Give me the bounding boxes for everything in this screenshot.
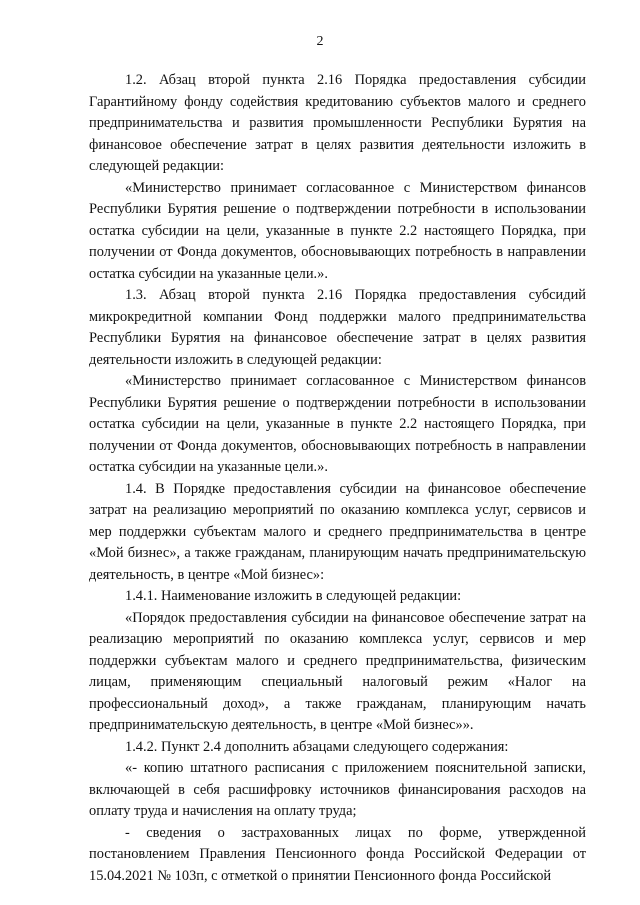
paragraph-1-4-1-quote: «Порядок предоставления субсидии на финансовое обеспечение затрат на реализацию мероприятий по оказанию комплекса услуг, сервисов и мер поддержки субъектам малого и среднего предпринимательства, физическим лицам, применяющим специальный налоговый режим «Налог на профессиональный доход», а также гражданам, планирующим начать предпринимательскую деятельность, в центре «Мой бизнес»». (89, 609, 586, 733)
document-body (89, 70, 586, 887)
paragraph-1-3: 1.3. Абзац второй пункта 2.16 Порядка предоставления субсидий микрокредитной компании Фонд поддержки малого предпринимательства Республики Бурятия на финансовое обеспечение затрат в целях развития деятельности изложить в следующей редакции: (89, 287, 586, 368)
page-number: 2 (316, 34, 324, 49)
paragraph-1-2: 1.2. Абзац второй пункта 2.16 Порядка предоставления субсидии Гарантийному фонду содействия кредитованию субъектов малого и среднего предпринимательства и развития промышленности Республики Бурятия на финансовое обеспечение затрат в целях развития деятельности изложить в следующей редакции: (89, 72, 586, 174)
paragraph-1-4-2-item-1: «- копию штатного расписания с приложением пояснительной записки, включающей в себя расшифровку источников финансирования расходов на оплату труда и начисления на оплату труда; (89, 760, 586, 819)
paragraph-1-4: 1.4. В Порядке предоставления субсидии на финансовое обеспечение затрат на реализацию мероприятий по оказанию комплекса услуг, сервисов и мер поддержки субъектам малого и среднего предпринимательства в центре «Мой бизнес», а также гражданам, планирующим начать предпринимательскую деятельность, в центре «Мой бизнес»: (89, 480, 586, 583)
paragraph-1-4-2-item-2: - сведения о застрахованных лицах по форме, утвержденной постановлением Правления Пенсионного фонда Российской Федерации от 15.04.2021 № 103п, с отметкой о принятии Пенсионного фонда Российской (89, 824, 586, 884)
paragraph-1-2-quote: «Министерство принимает согласованное с Министерством финансов Республики Бурятия решение о подтверждении потребности в использовании остатка субсидии на цели, указанные в пункте 2.2 настоящего Порядка, при получении от Фонда документов, обосновывающих потребность в направлении остатка субсидии на указанные цели.». (89, 179, 586, 282)
paragraph-1-3-quote: «Министерство принимает согласованное с Министерством финансов Республики Бурятия решение о подтверждении потребности в использовании остатка субсидии на цели, указанные в пункте 2.2 настоящего Порядка, при получении от Фонда документов, обосновывающих потребность в направлении остатка субсидии на указанные цели.». (89, 373, 586, 475)
paragraph-1-4-1: 1.4.1. Наименование изложить в следующей редакции: (125, 588, 462, 604)
paragraph-1-4-2: 1.4.2. Пункт 2.4 дополнить абзацами следующего содержания: (125, 738, 509, 755)
